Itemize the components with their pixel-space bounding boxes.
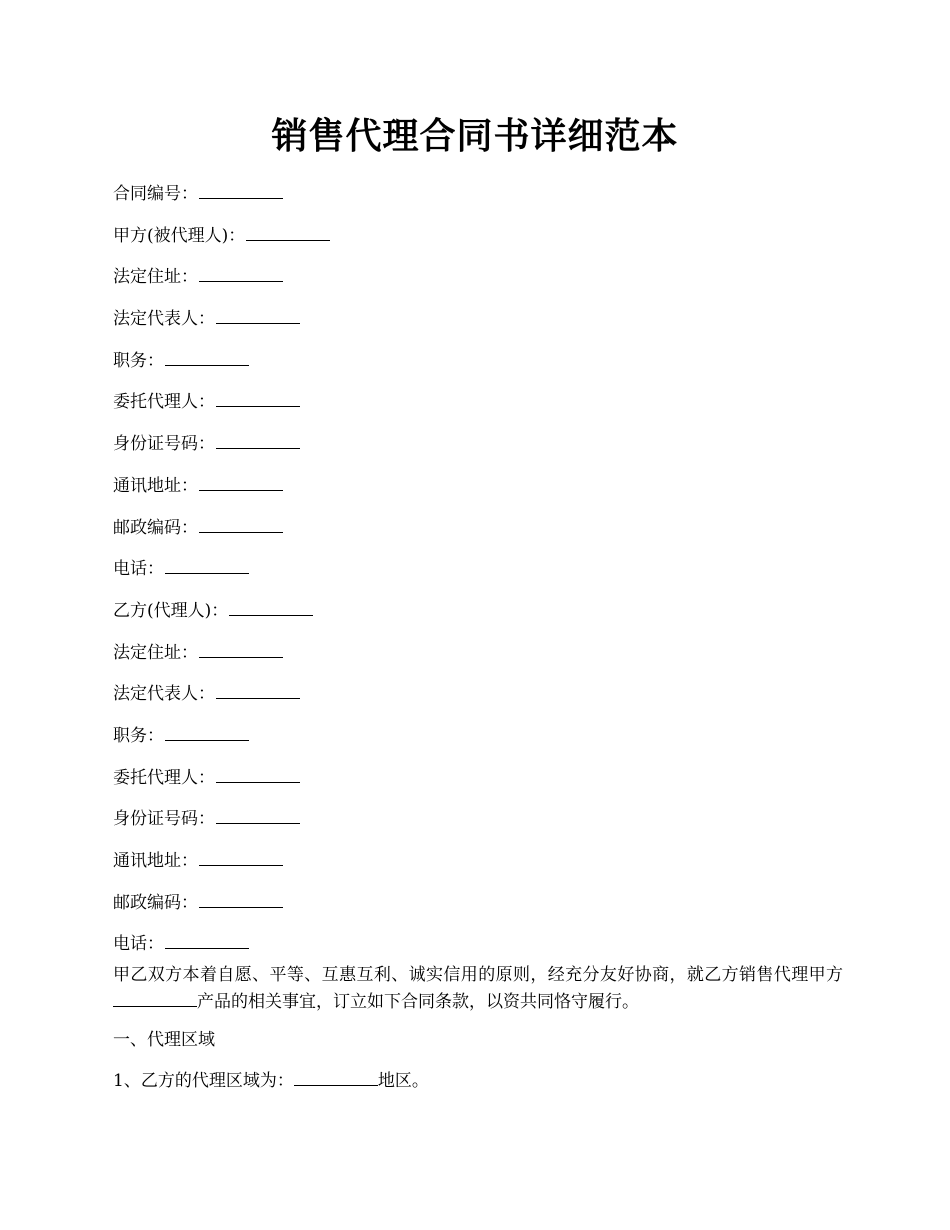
contract-field-list (113, 178, 853, 970)
section-heading-agency-region: 一、代理区域 (113, 1030, 215, 1050)
field-party-a-position (113, 345, 853, 387)
field-label: 职务： (113, 350, 164, 371)
field-party-a-representative (113, 303, 853, 345)
intro-paragraph (113, 963, 843, 1015)
field-party-b-mail-address (113, 845, 853, 887)
fill-blank (216, 386, 300, 407)
field-label: 法定代表人： (113, 684, 215, 705)
field-label: 职务： (113, 725, 164, 746)
fill-blank (229, 595, 313, 616)
field-party-a-agent (113, 386, 853, 428)
fill-blank (199, 512, 283, 533)
field-party-b-postcode (113, 887, 853, 929)
field-label: 合同编号： (113, 184, 198, 204)
clause-agency-region (113, 1066, 429, 1096)
field-label: 乙方(代理人)： (113, 600, 229, 621)
field-party-a-phone (113, 553, 853, 595)
field-label: 通讯地址： (113, 851, 198, 871)
field-label: 通讯地址： (113, 475, 198, 496)
field-label: 法定代表人： (113, 309, 215, 330)
fill-blank (199, 887, 283, 908)
field-party-b-position (113, 720, 853, 762)
field-party-a-id-number (113, 428, 853, 470)
intro-text-part2: 产品的相关事宜，订立如下合同条款，以资共同恪守履行。 (197, 992, 639, 1012)
fill-blank (199, 637, 283, 658)
fill-blank (199, 845, 283, 866)
document-title: 销售代理合同书详细范本 (271, 115, 679, 157)
fill-blank (216, 762, 300, 783)
field-label: 电话： (113, 559, 164, 580)
field-label: 身份证号码： (113, 809, 215, 830)
field-party-b (113, 595, 853, 637)
field-label: 法定住址： (113, 642, 198, 663)
field-party-a-address (113, 261, 853, 303)
field-label: 甲方(被代理人)： (113, 225, 246, 246)
fill-blank (216, 428, 300, 449)
intro-text-part1: 甲乙双方本着自愿、平等、互惠互利、诚实信用的原则，经充分友好协商，就乙方销售代理甲方 (113, 965, 843, 985)
field-label: 邮政编码： (113, 517, 198, 538)
field-party-b-agent (113, 762, 853, 804)
product-fill-blank (113, 988, 197, 1007)
fill-blank (199, 470, 283, 491)
fill-blank (199, 261, 283, 282)
clause-text-part2: 地区。 (377, 1071, 429, 1091)
fill-blank (165, 720, 249, 741)
field-party-b-id-number (113, 803, 853, 845)
field-party-a-postcode (113, 512, 853, 554)
field-contract-number (113, 178, 853, 220)
field-label: 电话： (113, 934, 164, 955)
field-party-b-address (113, 637, 853, 679)
field-label: 身份证号码： (113, 434, 215, 455)
fill-blank (216, 678, 300, 699)
field-label: 委托代理人： (113, 392, 215, 413)
clause-text-part1: 1、乙方的代理区域为： (113, 1071, 294, 1091)
fill-blank (246, 220, 330, 241)
fill-blank (165, 928, 249, 949)
field-label: 委托代理人： (113, 767, 215, 788)
fill-blank (165, 553, 249, 574)
region-fill-blank (294, 1067, 378, 1086)
fill-blank (165, 345, 249, 366)
field-party-a (113, 220, 853, 262)
field-party-a-mail-address (113, 470, 853, 512)
field-party-b-representative (113, 678, 853, 720)
field-label: 邮政编码： (113, 892, 198, 913)
fill-blank (199, 178, 283, 199)
field-label: 法定住址： (113, 267, 198, 288)
fill-blank (216, 303, 300, 324)
fill-blank (216, 803, 300, 824)
